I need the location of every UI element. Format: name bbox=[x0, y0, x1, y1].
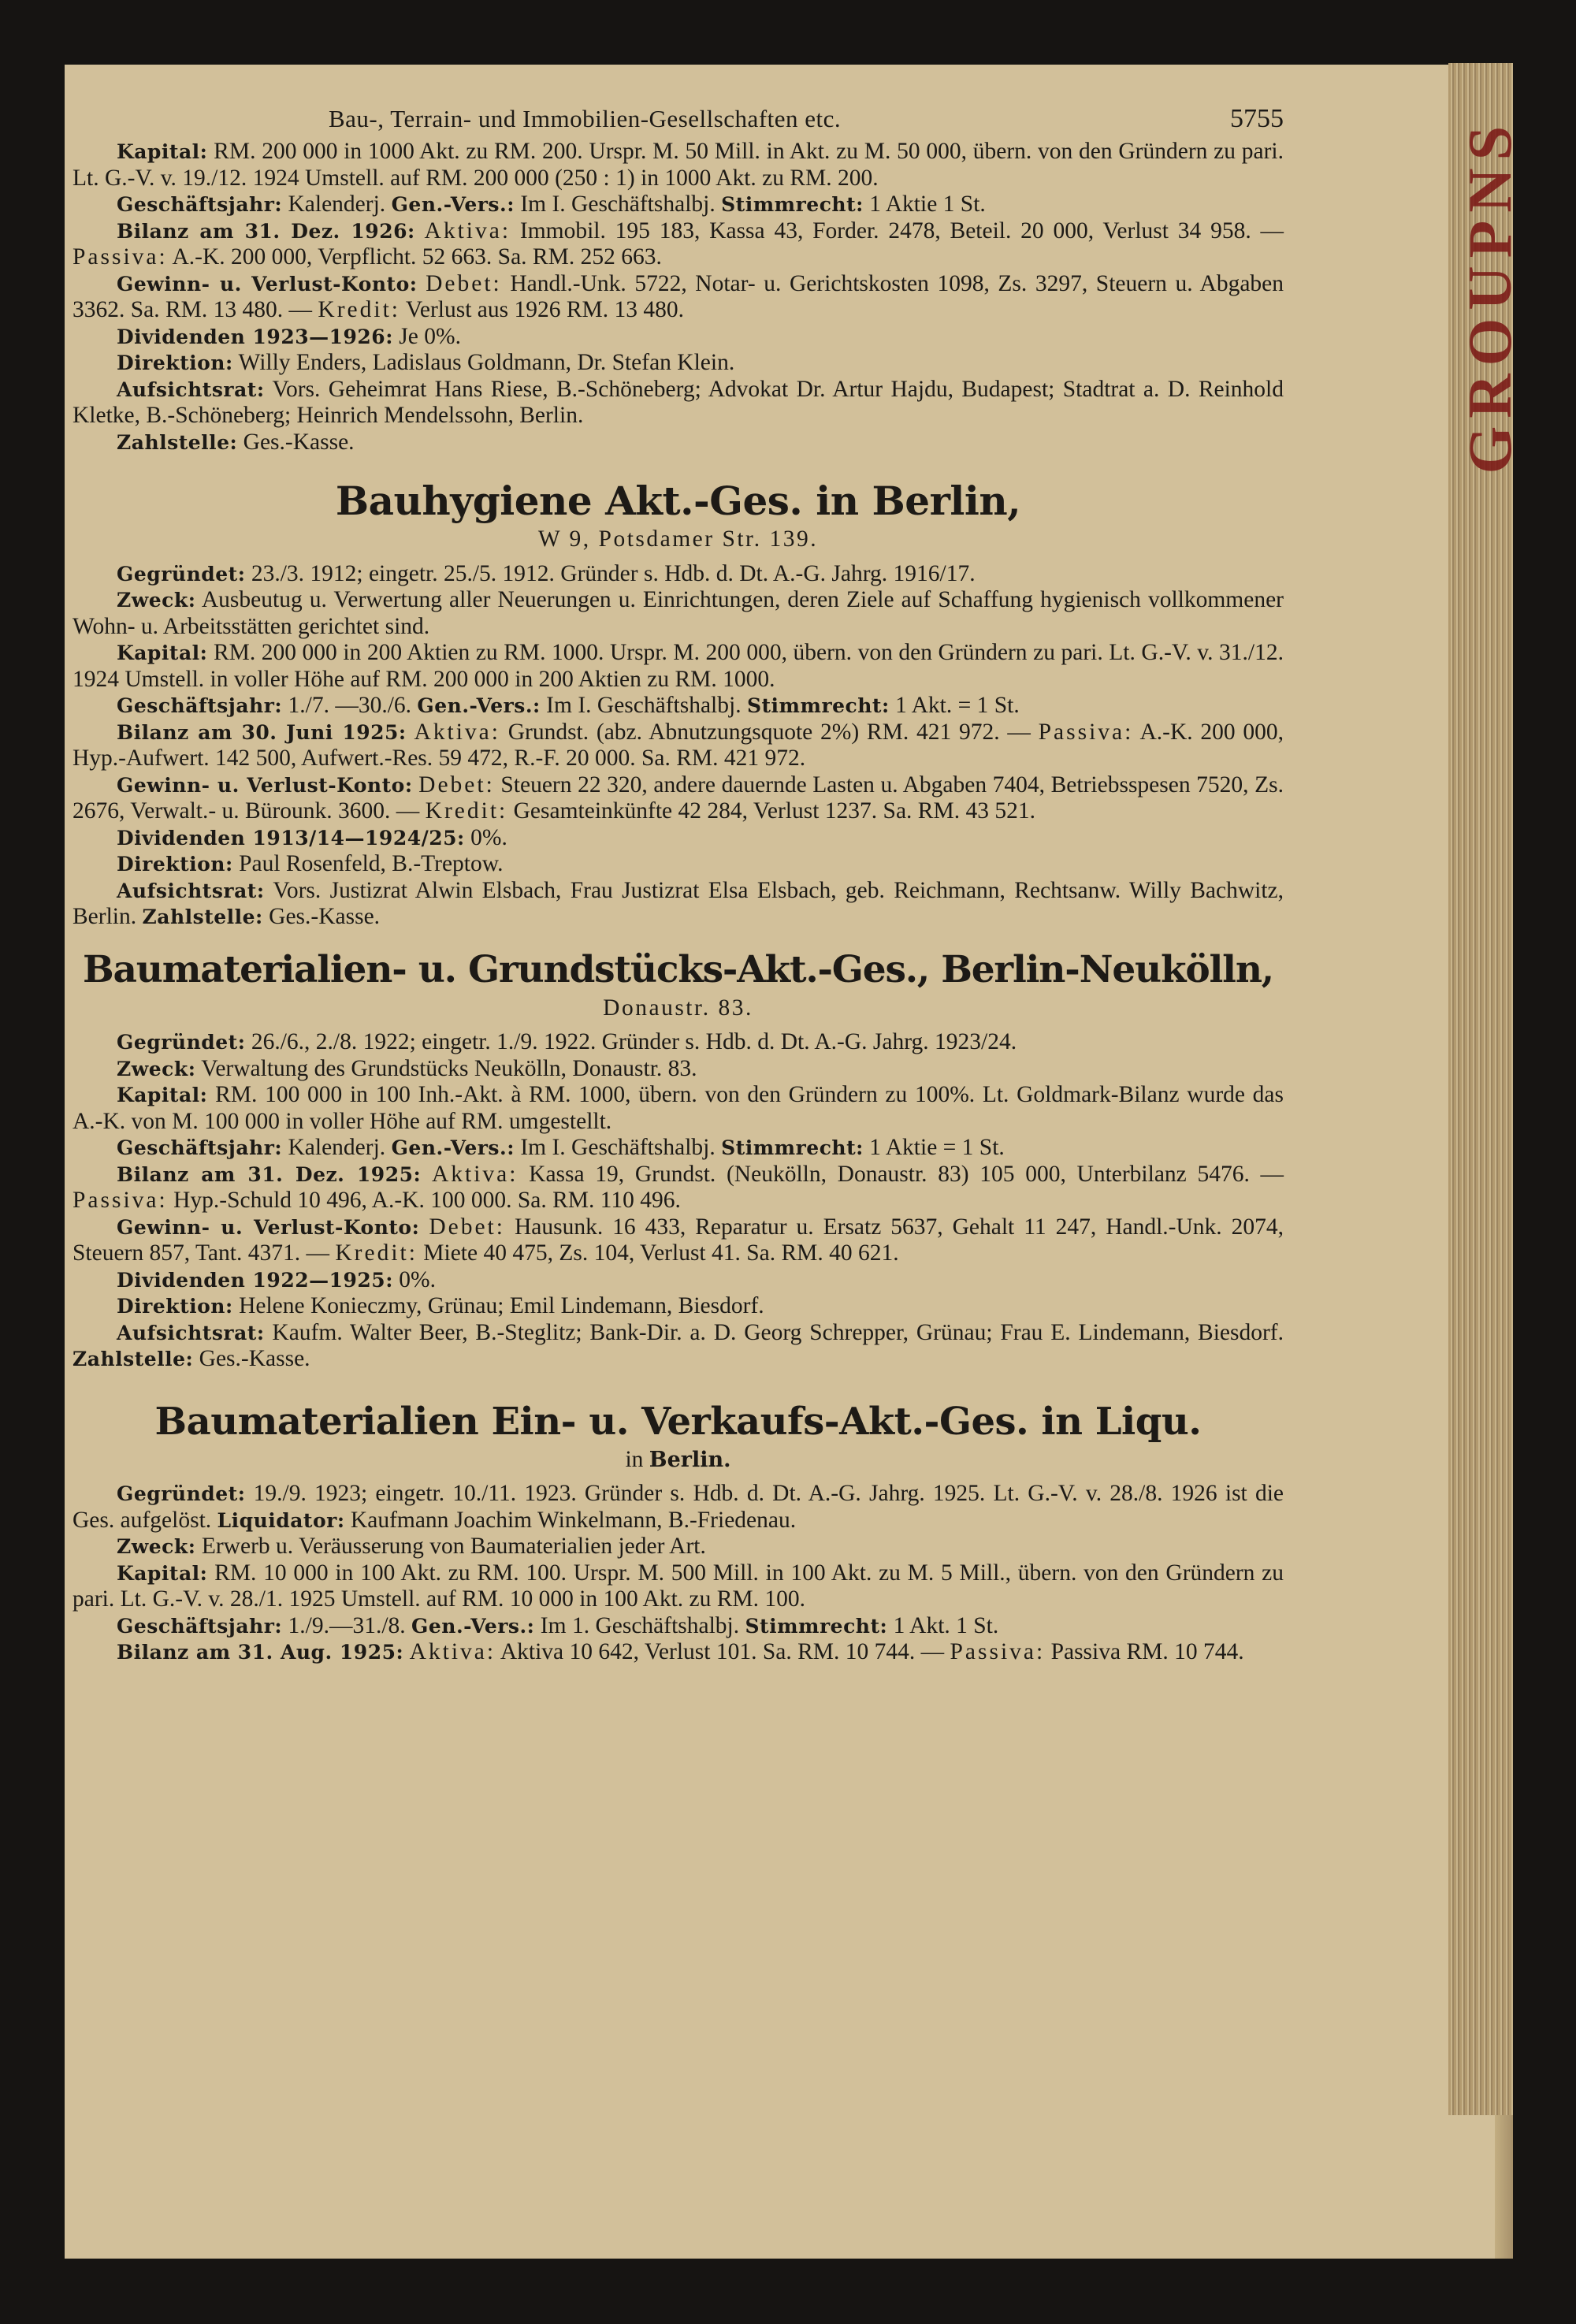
fiscal-paragraph: Geschäftsjahr: 1./9.—31./8. Gen.-Vers.: Im 1. Geschäftshalbj. Stimmrecht: 1 Akt. 1 St. bbox=[117, 1612, 999, 1638]
paying-agent-paragraph: Zahlstelle: Ges.-Kasse. bbox=[117, 429, 355, 455]
purpose-paragraph: Zweck: Verwaltung des Grundstücks Neukölln, Donaustr. 83. bbox=[117, 1055, 697, 1081]
fiscal-paragraph: Geschäftsjahr: Kalenderj. Gen.-Vers.: Im I. Geschäftshalbj. Stimmrecht: 1 Aktie 1 St. bbox=[117, 191, 986, 217]
entry-1 bbox=[72, 139, 1284, 456]
purpose-paragraph: Zweck: Ausbeutug u. Verwertung aller Neuerungen u. Einrichtungen, deren Ziele auf Schaffung hygienisch vollkommener Wohn- u. Arbeitsstätten gerichtet sind. bbox=[72, 587, 1284, 639]
company-location: in Berlin. bbox=[625, 1446, 731, 1472]
management-paragraph: Direktion: Paul Rosenfeld, B.-Treptow. bbox=[117, 851, 504, 876]
edge-stamp: GROUPNS bbox=[1455, 118, 1524, 474]
supervisory-board-paragraph: Aufsichtsrat: Vors. Geheimrat Hans Riese, B.-Schöneberg; Advokat Dr. Artur Hajdu, Budapest; Stadtrat a. D. Reinhold Kletke, B.-Schöneberg; Heinrich Mendelssohn, Berlin. bbox=[72, 376, 1284, 428]
page-number: 5755 bbox=[1230, 104, 1284, 133]
balance-paragraph: Bilanz am 30. Juni 1925: Aktiva: Grundst. (abz. Abnutzungsquote 2%) RM. 421 972. — Passiva: A.-K. 200 000, Hyp.-Aufwert. 142 500, Aufwert.-Res. 59 472, R.-F. 20 000. Sa. RM. 421 972. bbox=[72, 719, 1284, 771]
purpose-paragraph: Zweck: Erwerb u. Veräusserung von Baumaterialien jeder Art. bbox=[117, 1534, 706, 1559]
supervisory-board-paragraph: Aufsichtsrat: Kaufm. Walter Beer, B.-Steglitz; Bank-Dir. a. D. Georg Schrepper, Grünau; Frau E. Lindemann, Biesdorf. Zahlstelle: Ges.-Kasse. bbox=[72, 1319, 1284, 1371]
balance-paragraph: Bilanz am 31. Dez. 1926: Aktiva: Immobil. 195 183, Kassa 43, Forder. 2478, Beteil. 20 000, Verlust 34 958. — Passiva: A.-K. 200 000, Verpflicht. 52 663. Sa. RM. 252 663. bbox=[72, 218, 1284, 270]
capital-paragraph: Kapital: RM. 10 000 in 100 Akt. zu RM. 100. Urspr. M. 500 Mill. in 100 Akt. zu M. 5 Mill., übern. von den Gründern zu pari. Lt. G.-V. v. 28./1. 1925 Umstell. auf RM. 10 000 in 100 Akt. zu RM. 100. bbox=[72, 1560, 1284, 1612]
dividends-paragraph: Dividenden 1922—1925: 0%. bbox=[117, 1266, 436, 1292]
page-text bbox=[72, 98, 1284, 1666]
founded-paragraph: Gegründet: 23./3. 1912; eingetr. 25./5. 1912. Gründer s. Hdb. d. Dt. A.-G. Jahrg. 1916/17. bbox=[117, 560, 976, 586]
entry-2 bbox=[72, 476, 1284, 931]
management-paragraph: Direktion: Willy Enders, Ladislaus Goldmann, Dr. Stefan Klein. bbox=[117, 350, 735, 375]
book-page bbox=[65, 65, 1524, 2259]
founded-paragraph: Gegründet: 19./9. 1923; eingetr. 10./11. 1923. Gründer s. Hdb. d. Dt. A.-G. Jahrg. 1925. Lt. G.-V. v. 28./8. 1926 ist die Ges. aufgelöst. Liquidator: Kaufmann Joachim Winkelmann, B.-Friedenau. bbox=[72, 1481, 1284, 1533]
entry-4 bbox=[72, 1396, 1284, 1666]
dividends-paragraph: Dividenden 1923—1926: Je 0%. bbox=[117, 323, 461, 349]
profit-loss-paragraph: Gewinn- u. Verlust-Konto: Debet: Steuern 22 320, andere dauernde Lasten u. Abgaben 7404, Betriebsspesen 7520, Zs. 2676, Verwalt.- u. Bürounk. 3600. — Kredit: Gesamteinkünfte 42 284, Verlust 1237. Sa. RM. 43 521. bbox=[72, 772, 1284, 824]
company-heading: Baumaterialien- u. Grundstücks-Akt.-Ges., Berlin-Neukölln, bbox=[83, 947, 1273, 991]
company-address: W 9, Potsdamer Str. 139. bbox=[537, 526, 819, 552]
capital-paragraph: Kapital: RM. 100 000 in 100 Inh.-Akt. à RM. 1000, übern. von den Gründern zu 100%. Lt. Goldmark-Bilanz wurde das A.-K. von M. 100 000 in voller Höhe auf RM. umgestellt. bbox=[72, 1082, 1284, 1134]
founded-paragraph: Gegründet: 26./6., 2./8. 1922; eingetr. 1./9. 1922. Gründer s. Hdb. d. Dt. A.-G. Jahrg. 1923/24. bbox=[117, 1029, 1017, 1054]
dividends-paragraph: Dividenden 1913/14—1924/25: 0%. bbox=[117, 824, 507, 850]
fiscal-paragraph: Geschäftsjahr: Kalenderj. Gen.-Vers.: Im I. Geschäftshalbj. Stimmrecht: 1 Aktie = 1 St. bbox=[117, 1135, 1005, 1160]
running-header bbox=[72, 98, 1284, 139]
supervisory-board-paragraph: Aufsichtsrat: Vors. Justizrat Alwin Elsbach, Frau Justizrat Elsa Elsbach, geb. Reichmann, Rechtsanw. Willy Bachwitz, Berlin. Zahlstelle: Ges.-Kasse. bbox=[72, 877, 1284, 929]
entry-3 bbox=[72, 945, 1284, 1373]
balance-paragraph: Bilanz am 31. Dez. 1925: Aktiva: Kassa 19, Grundst. (Neukölln, Donaustr. 83) 105 000, Unterbilanz 5476. — Passiva: Hyp.-Schuld 10 496, A.-K. 100 000. Sa. RM. 110 496. bbox=[72, 1161, 1284, 1213]
header-title: Bau-, Terrain- und Immobilien-Gesellschaften etc. bbox=[329, 105, 842, 132]
company-heading: Baumaterialien Ein- u. Verkaufs-Akt.-Ges. in Liqu. bbox=[154, 1399, 1202, 1444]
capital-paragraph: Kapital: RM. 200 000 in 200 Aktien zu RM. 1000. Urspr. M. 200 000, übern. von den Gründern zu pari. Lt. G.-V. v. 31./12. 1924 Umstell. in voller Höhe auf RM. 200 000 in 200 Aktien zu RM. 1000. bbox=[72, 640, 1284, 692]
balance-paragraph: Bilanz am 31. Aug. 1925: Aktiva: Aktiva 10 642, Verlust 101. Sa. RM. 10 744. — Passiva: Passiva RM. 10 744. bbox=[117, 1639, 1244, 1664]
management-paragraph: Direktion: Helene Konieczmy, Grünau; Emil Lindemann, Biesdorf. bbox=[117, 1293, 764, 1318]
company-heading: Bauhygiene Akt.-Ges. in Berlin, bbox=[335, 478, 1021, 524]
profit-loss-paragraph: Gewinn- u. Verlust-Konto: Debet: Hausunk. 16 433, Reparatur u. Ersatz 5637, Gehalt 11 247, Handl.-Unk. 2074, Steuern 857, Tant. 4371. — Kredit: Miete 40 475, Zs. 104, Verlust 41. Sa. RM. 40 621. bbox=[72, 1214, 1284, 1266]
profit-loss-paragraph: Gewinn- u. Verlust-Konto: Debet: Handl.-Unk. 5722, Notar- u. Gerichtskosten 1098, Zs. 3297, Steuern u. Abgaben 3362. Sa. RM. 13 480. — Kredit: Verlust aus 1926 RM. 13 480. bbox=[72, 270, 1284, 322]
capital-paragraph: Kapital: RM. 200 000 in 1000 Akt. zu RM. 200. Urspr. M. 50 Mill. in Akt. zu M. 50 000, übern. von den Gründern zu pari. Lt. G.-V. v. 19./12. 1924 Umstell. auf RM. 200 000 (250 : 1) in 1000 Akt. zu RM. 200. bbox=[72, 139, 1284, 191]
company-address: Donaustr. 83. bbox=[603, 995, 753, 1021]
fiscal-paragraph: Geschäftsjahr: 1./7. —30./6. Gen.-Vers.: Im I. Geschäftshalbj. Stimmrecht: 1 Akt. = 1 St. bbox=[117, 693, 1020, 718]
